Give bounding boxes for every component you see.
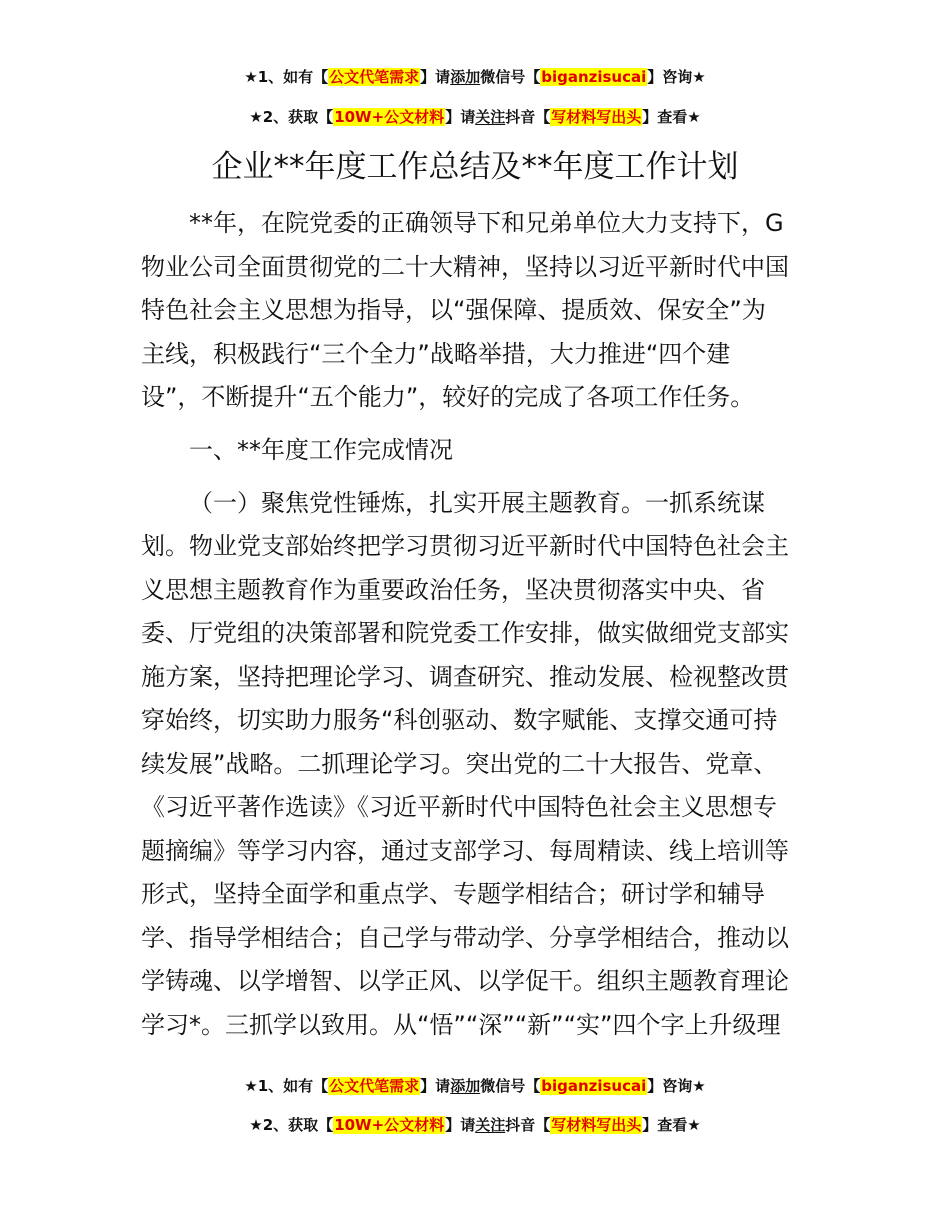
body-line: 划。物业党支部始终把学习贯彻习近平新时代中国特色社会主: [141, 532, 789, 560]
promo-banner-line-1: [0, 67, 950, 87]
body-line: 题摘编》等学习内容，通过支部学习、每周精读、线上培训等: [141, 837, 789, 865]
document-title: 企业**年度工作总结及**年度工作计划: [211, 149, 739, 185]
footer-1-underline-add: 添加: [450, 1077, 481, 1095]
footer-2-mid1: 】请: [445, 1116, 476, 1134]
body-line: 义思想主题教育作为重要政治任务，坚决贯彻落实中央、省: [141, 576, 765, 604]
footer-1-mid1: 】请: [420, 1077, 451, 1095]
footer-1-mid2: 微信号【: [480, 1077, 541, 1095]
banner-1-highlight-wechat-id: biganzisucai: [541, 68, 647, 86]
footer-2-prefix: ★2、获取【: [249, 1116, 334, 1134]
promo-banner-line-2: [0, 107, 950, 127]
footer-1-prefix: ★1、如有【: [244, 1077, 329, 1095]
body-line: 特色社会主义思想为指导，以“强保障、提质效、保安全”为: [141, 296, 766, 324]
promo-banner-footer-line-2: [0, 1115, 950, 1135]
body-line: 学、指导学相结合；自己学与带动学、分享学相结合，推动以: [141, 924, 789, 952]
banner-2-mid1: 】请: [445, 108, 476, 126]
body-line: 施方案，坚持把理论学习、调查研究、推动发展、检视整改贯: [141, 663, 789, 691]
body-line: 穿始终，切实助力服务“科创驱动、数字赋能、支撑交通可持: [141, 706, 778, 734]
banner-1-suffix: 】咨询★: [647, 68, 706, 86]
body-line: 设”，不断提升“五个能力”，较好的完成了各项工作任务。: [141, 383, 755, 411]
footer-1-suffix: 】咨询★: [647, 1077, 706, 1095]
banner-2-highlight-materials: 10W+公文材料: [334, 108, 445, 126]
footer-2-suffix: 】查看★: [642, 1116, 701, 1134]
footer-1-highlight-service: 公文代笔需求: [329, 1077, 420, 1095]
body-line: 《习近平著作选读》《习近平新时代中国特色社会主义思想专: [141, 793, 777, 821]
body-line: 续发展”战略。二抓理论学习。突出党的二十大报告、党章、: [141, 750, 778, 778]
footer-2-mid2: 抖音【: [505, 1116, 551, 1134]
body-line: 主线，积极践行“三个全力”战略举措，大力推进“四个建: [141, 340, 731, 368]
promo-banner-footer-line-1: [0, 1076, 950, 1096]
banner-1-mid2: 微信号【: [480, 68, 541, 86]
footer-2-highlight-douyin: 写材料写出头: [551, 1116, 642, 1134]
body-line: 委、厅党组的决策部署和院党委工作安排，做实做细党支部实: [141, 619, 789, 647]
footer-2-underline-follow: 关注: [475, 1116, 506, 1134]
banner-1-underline-add: 添加: [450, 68, 481, 86]
banner-2-highlight-douyin: 写材料写出头: [551, 108, 642, 126]
banner-1-mid1: 】请: [420, 68, 451, 86]
body-line: **年，在院党委的正确领导下和兄弟单位大力支持下，G: [189, 209, 784, 237]
banner-2-underline-follow: 关注: [475, 108, 506, 126]
banner-2-mid2: 抖音【: [505, 108, 551, 126]
footer-2-highlight-materials: 10W+公文材料: [334, 1116, 445, 1134]
banner-1-prefix: ★1、如有【: [244, 68, 329, 86]
footer-1-highlight-wechat-id: biganzisucai: [541, 1077, 647, 1095]
body-line: 学习*。三抓学以致用。从“悟”“深”“新”“实”四个字上升级理: [141, 1011, 781, 1039]
banner-1-highlight-service: 公文代笔需求: [329, 68, 420, 86]
body-line: 物业公司全面贯彻党的二十大精神，坚持以习近平新时代中国: [141, 253, 789, 281]
body-line: 形式，坚持全面学和重点学、专题学相结合；研讨学和辅导: [141, 880, 765, 908]
body-line: （一）聚焦党性锤炼，扎实开展主题教育。一抓系统谋: [189, 489, 765, 517]
section-heading: 一、**年度工作完成情况: [189, 436, 453, 464]
banner-2-prefix: ★2、获取【: [249, 108, 334, 126]
body-line: 学铸魂、以学增智、以学正风、以学促干。组织主题教育理论: [141, 967, 789, 995]
banner-2-suffix: 】查看★: [642, 108, 701, 126]
